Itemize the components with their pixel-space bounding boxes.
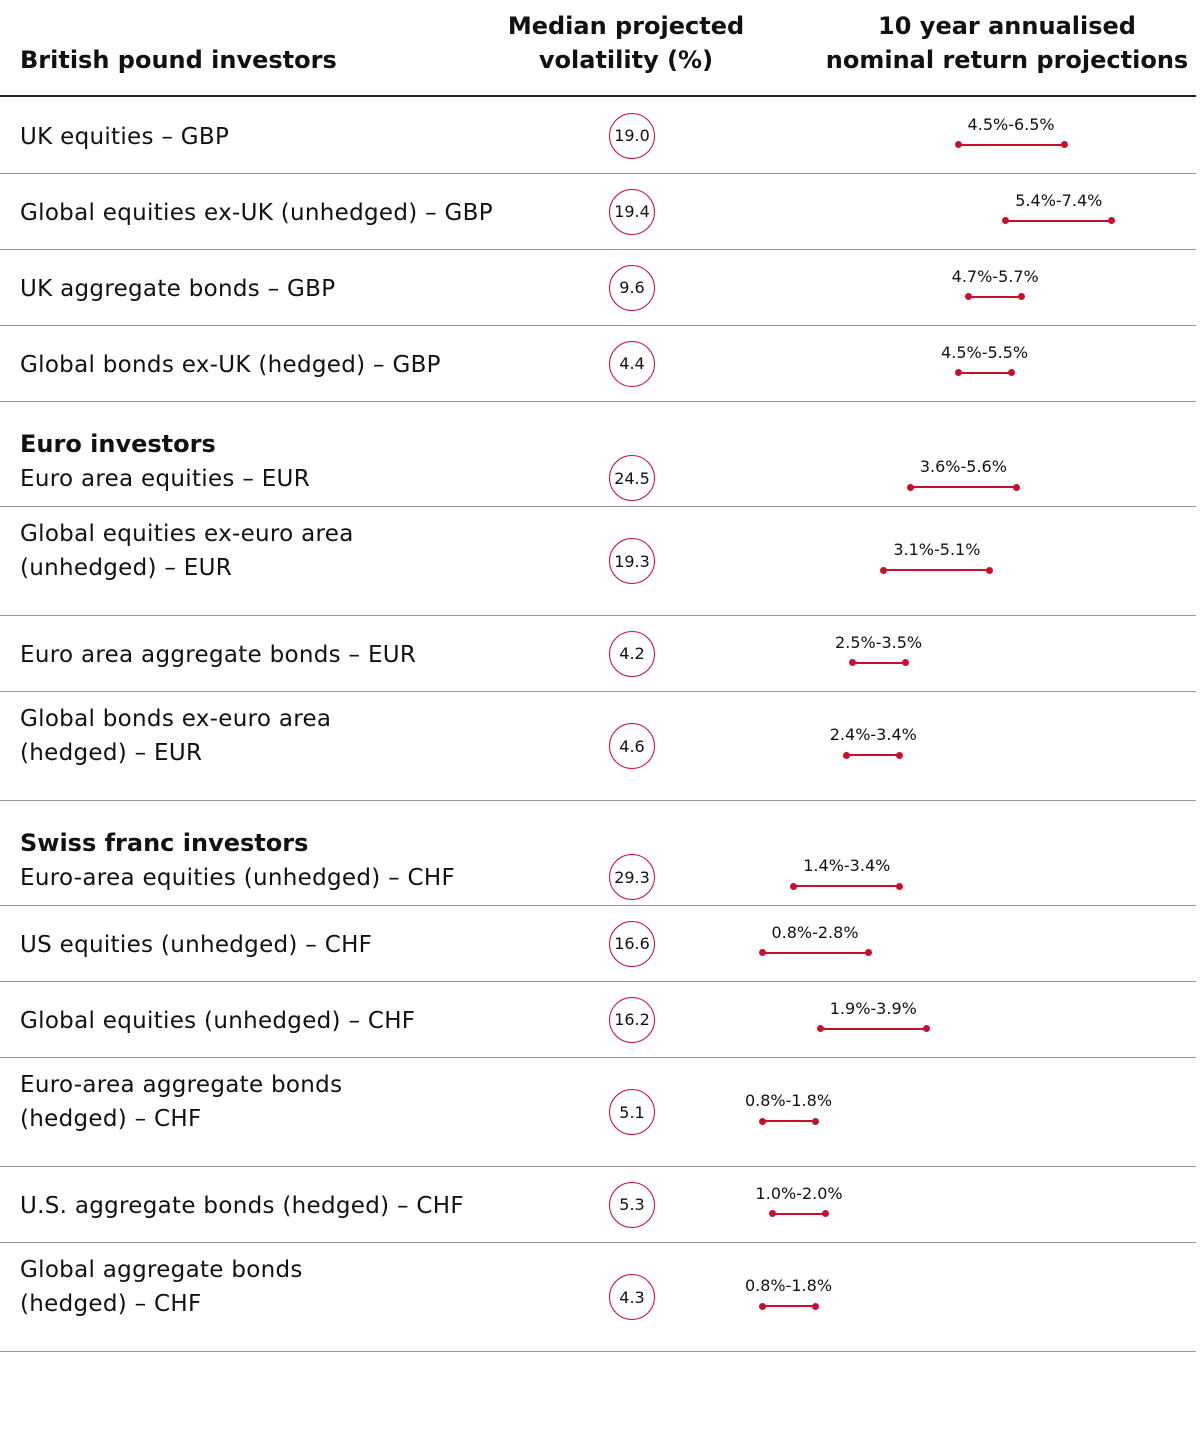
volatility-value: 5.3 (609, 1182, 655, 1228)
asset-class-label-line: Global aggregate bonds (20, 1257, 303, 1283)
return-range-label: 1.0%-2.0% (755, 1183, 843, 1203)
range-high-marker (896, 883, 903, 890)
row-divider (0, 1057, 1196, 1058)
range-low-marker (759, 1303, 766, 1310)
return-range-bar (794, 885, 900, 887)
volatility-value: 4.6 (609, 723, 655, 769)
asset-class-label-line: Euro-area equities (unhedged) – CHF (20, 865, 456, 891)
volatility-value: 4.3 (609, 1274, 655, 1320)
asset-class-label (20, 638, 590, 672)
range-low-marker (769, 1210, 776, 1217)
range-low-marker (759, 949, 766, 956)
return-range-label: 3.6%-5.6% (919, 457, 1007, 476)
column-header-investor-group: British pound investors (20, 46, 337, 74)
range-low-marker (843, 752, 850, 759)
asset-class-label-line: U.S. aggregate bonds (hedged) – CHF (20, 1193, 464, 1219)
asset-class-label (20, 1253, 590, 1321)
volatility-value: 16.6 (609, 921, 655, 967)
row-divider (0, 981, 1196, 982)
return-range-bar (773, 1213, 826, 1215)
range-high-marker (822, 1210, 829, 1217)
range-low-marker (965, 293, 972, 300)
asset-class-label-line: (unhedged) – EUR (20, 555, 233, 581)
asset-class-label-line: UK equities – GBP (20, 124, 230, 150)
return-range-label: 4.5%-6.5% (967, 114, 1055, 134)
volatility-value: 4.4 (609, 341, 655, 387)
range-low-marker (849, 659, 856, 666)
asset-class-label-line: Euro-area aggregate bonds (20, 1072, 343, 1098)
asset-class-label (20, 196, 590, 230)
asset-class-label-line: UK aggregate bonds – GBP (20, 276, 336, 302)
range-low-marker (907, 484, 914, 491)
return-range-bar (958, 144, 1064, 146)
column-header-volatility (500, 9, 752, 77)
asset-class-label-line: Euro area equities – EUR (20, 466, 310, 492)
asset-class-label (20, 1068, 590, 1136)
row-divider (0, 249, 1196, 250)
return-range-label: 4.5%-5.5% (941, 342, 1029, 362)
return-range-label: 2.4%-3.4% (829, 725, 917, 744)
return-range-label: 5.4%-7.4% (1015, 190, 1103, 210)
volatility-value: 16.2 (609, 997, 655, 1043)
row-divider (0, 691, 1196, 692)
return-range-bar (852, 662, 905, 664)
return-range-bar (762, 952, 868, 954)
range-high-marker (1061, 141, 1068, 148)
volatility-header-line-2: volatility (%) (538, 46, 714, 74)
asset-class-label (20, 702, 590, 770)
range-high-marker (865, 949, 872, 956)
range-high-marker (1018, 293, 1025, 300)
volatility-value: 19.3 (609, 538, 655, 584)
asset-class-label-line: Global equities (unhedged) – CHF (20, 1008, 416, 1034)
return-range-label: 0.8%-1.8% (744, 1276, 833, 1295)
volatility-value: 24.5 (609, 455, 655, 501)
range-high-marker (1008, 369, 1015, 376)
range-high-marker (1013, 484, 1020, 491)
return-range-bar (958, 372, 1011, 374)
asset-class-label (20, 272, 590, 306)
return-range-label: 0.8%-2.8% (771, 922, 859, 942)
asset-class-label (20, 861, 590, 895)
row-divider (0, 506, 1196, 507)
range-high-marker (812, 1303, 819, 1310)
return-range-label: 1.4%-3.4% (803, 856, 891, 875)
return-range-bar (820, 1028, 926, 1030)
row-divider (0, 905, 1196, 906)
return-range-bar (969, 296, 1022, 298)
volatility-value: 9.6 (609, 265, 655, 311)
row-divider (0, 325, 1196, 326)
return-range-label: 4.7%-5.7% (951, 266, 1039, 286)
range-low-marker (759, 1118, 766, 1125)
range-low-marker (790, 883, 797, 890)
range-low-marker (880, 567, 887, 574)
asset-class-label-line: Euro area aggregate bonds – EUR (20, 642, 417, 668)
range-high-marker (896, 752, 903, 759)
row-divider (0, 800, 1196, 801)
asset-class-label-line: Global equities ex-euro area (20, 521, 354, 547)
range-high-marker (1108, 217, 1115, 224)
return-range-bar (884, 569, 990, 571)
section-title: Euro investors (20, 430, 216, 458)
range-high-marker (923, 1025, 930, 1032)
section-title: Swiss franc investors (20, 829, 309, 857)
asset-class-label (20, 1004, 590, 1038)
return-range-label: 2.5%-3.5% (835, 632, 923, 652)
row-divider (0, 1242, 1196, 1243)
volatility-value: 19.0 (609, 113, 655, 159)
return-range-bar (847, 754, 900, 756)
volatility-value: 5.1 (609, 1089, 655, 1135)
row-divider (0, 173, 1196, 174)
row-divider (0, 401, 1196, 402)
asset-class-label-line: (hedged) – CHF (20, 1291, 202, 1317)
range-high-marker (812, 1118, 819, 1125)
volatility-value: 29.3 (609, 854, 655, 900)
asset-class-label-line: Global equities ex-UK (unhedged) – GBP (20, 200, 493, 226)
range-low-marker (955, 369, 962, 376)
return-header-line-1: 10 year annualised (878, 12, 1136, 40)
asset-class-label (20, 928, 590, 962)
return-header-line-2: nominal return projections (825, 46, 1189, 74)
range-low-marker (817, 1025, 824, 1032)
asset-class-label (20, 462, 590, 496)
asset-class-label-line: US equities (unhedged) – CHF (20, 932, 373, 958)
asset-class-label-line: Global bonds ex-euro area (20, 706, 332, 732)
return-range-bar (762, 1120, 815, 1122)
volatility-value: 4.2 (609, 631, 655, 677)
row-divider (0, 1166, 1196, 1167)
asset-class-label (20, 348, 590, 382)
asset-class-label (20, 120, 590, 154)
asset-class-label-line: Global bonds ex-UK (hedged) – GBP (20, 352, 441, 378)
range-low-marker (955, 141, 962, 148)
return-range-bar (910, 486, 1016, 488)
return-range-bar (762, 1305, 815, 1307)
return-range-bar (1006, 220, 1112, 222)
volatility-value: 19.4 (609, 189, 655, 235)
return-range-label: 0.8%-1.8% (744, 1091, 833, 1110)
range-low-marker (1002, 217, 1009, 224)
asset-class-label-line: (hedged) – CHF (20, 1106, 202, 1132)
header-divider (0, 95, 1196, 97)
asset-class-label-line: (hedged) – EUR (20, 740, 203, 766)
return-range-label: 3.1%-5.1% (893, 540, 981, 559)
row-divider (0, 1351, 1196, 1352)
column-header-return-projections (812, 9, 1200, 77)
asset-class-label (20, 1189, 590, 1223)
range-high-marker (986, 567, 993, 574)
return-range-label: 1.9%-3.9% (829, 998, 917, 1018)
row-divider (0, 615, 1196, 616)
asset-class-label (20, 517, 590, 585)
range-high-marker (902, 659, 909, 666)
volatility-header-line-1: Median projected (507, 12, 745, 40)
